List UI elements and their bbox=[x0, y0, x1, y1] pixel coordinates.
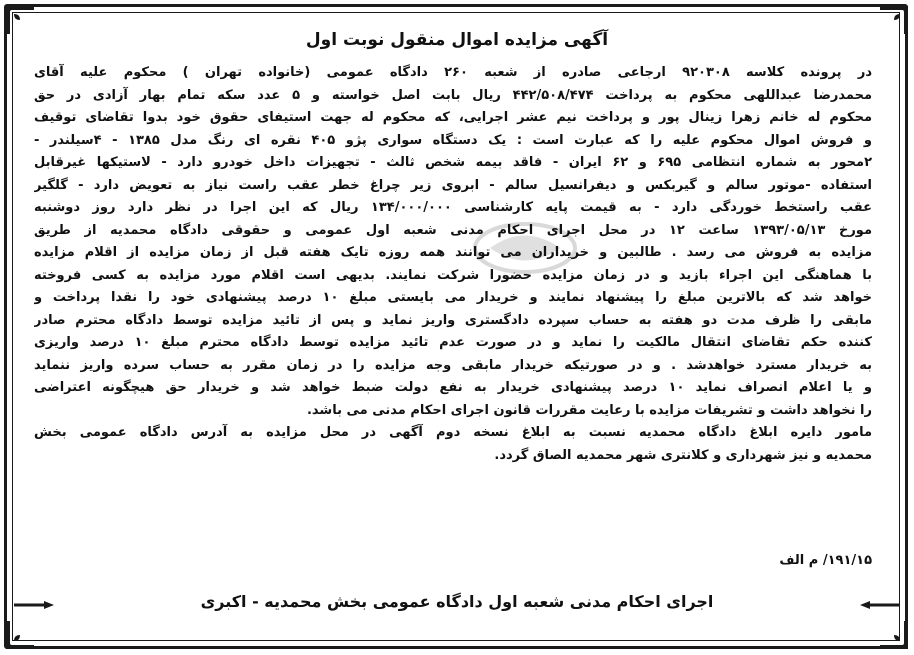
body-line: خواهد شد که بالاترین مبلغ را پیشنهاد نمایند و خریدار می بایستی مبلغ ۱۰ درصد پیشنهادی خود را نقدا پرداخت و bbox=[34, 290, 872, 305]
body-line: ۲محور به شماره انتظامی ۶۹۵ و ۶۲ ایران - فاقد بیمه شخص ثالث - تجهیزات داخل خودرو دارد - لاستیکها غیرقابل bbox=[34, 155, 872, 170]
body-line: استفاده -موتور سالم و گیربکس و دیفرانسیل سالم - ابروی زیر چراغ خطر عقب راست نیاز به تعویض دارد - گلگیر bbox=[34, 177, 872, 193]
body-line: با هماهنگی این اجراء بازید و در زمان مزایده حضورا شرکت نمایند. بدیهی است اقلام مورد مزایده به کسی فروخته bbox=[34, 267, 872, 283]
body-line: در پرونده کلاسه ۹۲۰۳۰۸ ارجاعی صادره از شعبه ۲۶۰ دادگاه عمومی (خانواده تهران ) محکوم علیه آقای bbox=[34, 65, 872, 80]
body-line: مورخ ۱۳۹۳/۰۵/۱۳ ساعت ۱۲ در محل اجرای احکام مدنی شعبه اول عمومی و حقوقی دادگاه محمدیه از طریق bbox=[34, 222, 872, 238]
body-line: عقب راستخط خوردگی دارد - به قیمت پایه کارشناسی ۱۳۴/۰۰۰/۰۰۰ ریال که این اجرا در نظر دارد روز دوشنبه bbox=[34, 200, 872, 215]
notice-title: آگهی مزایده اموال منقول نوبت اول bbox=[305, 30, 609, 50]
body-line: محمدیه و نیز شهرداری و کلانتری شهر محمدیه الصاق گردد. bbox=[494, 447, 872, 463]
body-line: کننده حکم تقاضای انتقال مالکیت را نماید و در صورت عدم تائید مزایده توسط دادگاه محترم مبلغ ۱۰ درصد واریزی bbox=[34, 335, 872, 350]
corner-ornament-icon bbox=[4, 619, 36, 651]
body-line: محمدرضا عبداللهی محکوم به پرداخت ۴۴۲/۵۰۸/۴۷۴ ریال بابت اصل خواسته و ۵ عدد سکه تمام بهار آزادی در حق bbox=[34, 87, 872, 103]
body-line: مابقی را ظرف مدت دو هفته به حساب سپرده دادگستری واریز نماید و پس از تائید مزایده توسط دادگاه محترم صادر bbox=[34, 312, 872, 328]
body-line: مامور دایره ابلاغ دادگاه محمدیه نسبت به ابلاغ نسخه دوم آگهی در محل مزایده به آدرس دادگاه عمومی بخش bbox=[34, 425, 872, 440]
body-line: و فروش اموال محکوم علیه را که عبارت است : یک دستگاه سواری پژو ۴۰۵ نقره ای رنگ مدل ۱۳۸۵ - ۴سیلندر - bbox=[34, 132, 872, 148]
notice-footer-signature: اجرای احکام مدنی شعبه اول دادگاه عمومی بخش محمدیه - اکبری bbox=[200, 592, 714, 611]
corner-ornament-icon bbox=[878, 619, 910, 651]
body-line: به خریدار مسترد خواهدشد . و در صورتیکه خریدار مابقی وجه مزایده را در زمان مقرر به حساب سرده واریز ننماید bbox=[34, 357, 872, 373]
reference-number: ۱۹۱/۱۵/ م الف bbox=[779, 553, 872, 568]
body-line: و یا اعلام انصراف نماید ۱۰ درصد پیشنهادی خریدار به نفع دولت ضبط خواهد شد و خریدار حق هیچگونه اعتراضی bbox=[34, 380, 872, 395]
body-line: را نخواهد داشت و تشریفات مزایده با رعایت مقررات قانون اجرای احکام مدنی می باشد. bbox=[306, 402, 872, 418]
notice-body bbox=[34, 62, 872, 467]
body-line: مزایده به فروش می رسد . طالبین و خریداران می توانند همه روزه تایک هفته قبل از زمان مزایده از اقلام مزایده bbox=[34, 245, 872, 260]
body-line: محکوم له خانم زهرا زینال پور و پرداخت نیم عشر اجرایی، که محکوم له جهت استیفای حقوق خود بدوا تقاضای توقیف bbox=[34, 110, 872, 125]
